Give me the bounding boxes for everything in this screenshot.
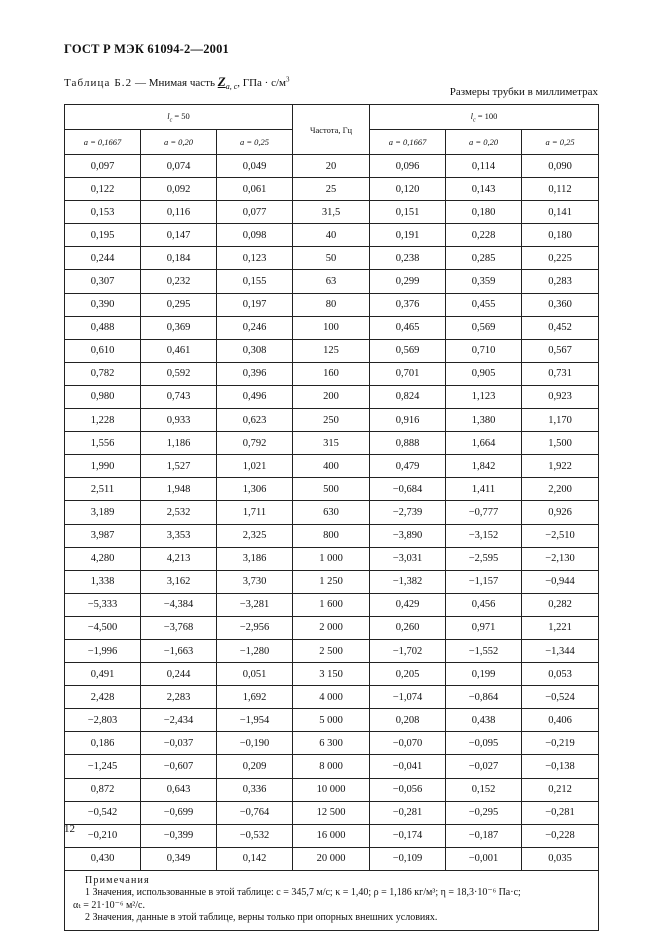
value-cell: 0,186 xyxy=(65,732,141,755)
value-cell: 0,359 xyxy=(446,270,522,293)
value-cell: −0,187 xyxy=(446,824,522,847)
value-cell: 0,933 xyxy=(141,409,217,432)
frequency-cell: 200 xyxy=(293,385,370,408)
value-cell: 0,212 xyxy=(522,778,599,801)
value-cell: −1,245 xyxy=(65,755,141,778)
value-cell: −0,056 xyxy=(370,778,446,801)
frequency-cell: 20 000 xyxy=(293,847,370,870)
frequency-cell: 2 000 xyxy=(293,616,370,639)
value-cell: 0,096 xyxy=(370,155,446,178)
value-cell: 1,922 xyxy=(522,455,599,478)
table-row xyxy=(65,778,599,801)
value-cell: 1,123 xyxy=(446,385,522,408)
value-cell: −4,500 xyxy=(65,616,141,639)
value-cell: −0,138 xyxy=(522,755,599,778)
value-cell: 0,184 xyxy=(141,247,217,270)
value-cell: 0,244 xyxy=(65,247,141,270)
note-2: 2 Значения, данные в этой таблице, верны только при опорных внешних условиях. xyxy=(85,912,438,924)
frequency-cell: 500 xyxy=(293,478,370,501)
value-cell: −0,070 xyxy=(370,732,446,755)
value-cell: 0,191 xyxy=(370,224,446,247)
value-cell: −0,037 xyxy=(141,732,217,755)
value-cell: 0,643 xyxy=(141,778,217,801)
data-table xyxy=(64,104,599,931)
frequency-cell: 25 xyxy=(293,178,370,201)
frequency-cell: 4 000 xyxy=(293,686,370,709)
value-cell: −0,041 xyxy=(370,755,446,778)
note-1-continued: αₜ = 21·10⁻⁶ м²/с. xyxy=(73,899,145,911)
table-row xyxy=(65,847,599,870)
value-cell: 0,479 xyxy=(370,455,446,478)
value-cell: 0,438 xyxy=(446,709,522,732)
value-cell: −2,130 xyxy=(522,547,599,570)
value-cell: 0,260 xyxy=(370,616,446,639)
value-cell: 0,496 xyxy=(217,385,293,408)
frequency-cell: 800 xyxy=(293,524,370,547)
value-cell: −0,281 xyxy=(522,801,599,824)
value-cell: 0,824 xyxy=(370,385,446,408)
sub-header-cell: a = 0,1667 xyxy=(370,130,446,155)
value-cell: 4,280 xyxy=(65,547,141,570)
frequency-cell: 40 xyxy=(293,224,370,247)
sub-header-cell: a = 0,25 xyxy=(217,130,293,155)
caption-subscript: a, c xyxy=(225,82,238,92)
value-cell: −4,384 xyxy=(141,593,217,616)
table-row xyxy=(65,663,599,686)
table-row xyxy=(65,362,599,385)
table-row xyxy=(65,616,599,639)
value-cell: −0,228 xyxy=(522,824,599,847)
value-cell: 1,221 xyxy=(522,616,599,639)
value-cell: 3,186 xyxy=(217,547,293,570)
caption-name: Мнимая часть xyxy=(148,77,215,89)
value-cell: 0,116 xyxy=(141,201,217,224)
table-row xyxy=(65,409,599,432)
frequency-cell: 31,5 xyxy=(293,201,370,224)
value-cell: −2,434 xyxy=(141,709,217,732)
group-header-left: $l_c = 50$ xyxy=(65,105,293,130)
frequency-cell: 125 xyxy=(293,339,370,362)
value-cell: −2,956 xyxy=(217,616,293,639)
value-cell: −5,333 xyxy=(65,593,141,616)
table-row xyxy=(65,270,599,293)
frequency-cell: 3 150 xyxy=(293,663,370,686)
frequency-cell: 8 000 xyxy=(293,755,370,778)
value-cell: 3,189 xyxy=(65,501,141,524)
value-cell: 0,623 xyxy=(217,409,293,432)
value-cell: −0,210 xyxy=(65,824,141,847)
sub-header-cell: a = 0,20 xyxy=(446,130,522,155)
value-cell: 0,035 xyxy=(522,847,599,870)
value-cell: −1,552 xyxy=(446,639,522,662)
value-cell: −0,281 xyxy=(370,801,446,824)
value-cell: 0,153 xyxy=(65,201,141,224)
value-cell: 3,353 xyxy=(141,524,217,547)
sub-header-cell: a = 0,20 xyxy=(141,130,217,155)
value-cell: 0,143 xyxy=(446,178,522,201)
value-cell: −0,219 xyxy=(522,732,599,755)
value-cell: −3,768 xyxy=(141,616,217,639)
value-cell: 2,200 xyxy=(522,478,599,501)
value-cell: −2,510 xyxy=(522,524,599,547)
value-cell: −3,152 xyxy=(446,524,522,547)
value-cell: 0,092 xyxy=(141,178,217,201)
frequency-cell: 1 600 xyxy=(293,593,370,616)
value-cell: 1,338 xyxy=(65,570,141,593)
value-cell: 0,282 xyxy=(522,593,599,616)
value-cell: 1,556 xyxy=(65,432,141,455)
value-cell: 0,888 xyxy=(370,432,446,455)
frequency-cell: 100 xyxy=(293,316,370,339)
value-cell: 0,142 xyxy=(217,847,293,870)
value-cell: 0,098 xyxy=(217,224,293,247)
value-cell: −0,399 xyxy=(141,824,217,847)
value-cell: 0,406 xyxy=(522,709,599,732)
value-cell: −2,739 xyxy=(370,501,446,524)
value-cell: −2,803 xyxy=(65,709,141,732)
value-cell: 0,369 xyxy=(141,316,217,339)
notes-cell xyxy=(65,870,599,930)
value-cell: 0,872 xyxy=(65,778,141,801)
value-cell: −0,095 xyxy=(446,732,522,755)
value-cell: 1,021 xyxy=(217,455,293,478)
table-row xyxy=(65,824,599,847)
value-cell: 0,569 xyxy=(370,339,446,362)
value-cell: 0,141 xyxy=(522,201,599,224)
value-cell: −0,174 xyxy=(370,824,446,847)
value-cell: 0,112 xyxy=(522,178,599,201)
value-cell: −1,702 xyxy=(370,639,446,662)
value-cell: −1,280 xyxy=(217,639,293,662)
frequency-cell: 50 xyxy=(293,247,370,270)
value-cell: 0,569 xyxy=(446,316,522,339)
frequency-cell: 10 000 xyxy=(293,778,370,801)
table-row xyxy=(65,478,599,501)
table-row xyxy=(65,570,599,593)
value-cell: 1,500 xyxy=(522,432,599,455)
value-cell: 1,990 xyxy=(65,455,141,478)
frequency-cell: 1 250 xyxy=(293,570,370,593)
value-cell: 0,061 xyxy=(217,178,293,201)
value-cell: −1,157 xyxy=(446,570,522,593)
value-cell: 0,077 xyxy=(217,201,293,224)
value-cell: 1,411 xyxy=(446,478,522,501)
table-row xyxy=(65,686,599,709)
value-cell: 0,905 xyxy=(446,362,522,385)
value-cell: 0,743 xyxy=(141,385,217,408)
value-cell: 1,170 xyxy=(522,409,599,432)
value-cell: 2,325 xyxy=(217,524,293,547)
frequency-cell: 400 xyxy=(293,455,370,478)
value-cell: 1,228 xyxy=(65,409,141,432)
value-cell: 0,238 xyxy=(370,247,446,270)
table-row xyxy=(65,501,599,524)
note-1: 1 Значения, использованные в этой таблице: c = 345,7 м/с; κ = 1,40; ρ = 1,186 кг/м³; η = 18,3·10⁻⁶ Па·с; xyxy=(85,887,521,899)
value-cell: 0,209 xyxy=(217,755,293,778)
value-cell: 0,592 xyxy=(141,362,217,385)
value-cell: −1,663 xyxy=(141,639,217,662)
frequency-cell: 5 000 xyxy=(293,709,370,732)
value-cell: 0,792 xyxy=(217,432,293,455)
value-cell: −1,996 xyxy=(65,639,141,662)
table-row xyxy=(65,639,599,662)
table-row xyxy=(65,801,599,824)
value-cell: 4,213 xyxy=(141,547,217,570)
group-header-right: $l_c = 100$ xyxy=(370,105,599,130)
value-cell: 0,123 xyxy=(217,247,293,270)
value-cell: −0,699 xyxy=(141,801,217,824)
value-cell: 3,987 xyxy=(65,524,141,547)
value-cell: 3,162 xyxy=(141,570,217,593)
table-row xyxy=(65,385,599,408)
sub-header-cell: a = 0,25 xyxy=(522,130,599,155)
table-row xyxy=(65,732,599,755)
value-cell: 0,244 xyxy=(141,663,217,686)
value-cell: 0,283 xyxy=(522,270,599,293)
table-row xyxy=(65,339,599,362)
value-cell: 0,308 xyxy=(217,339,293,362)
value-cell: 0,455 xyxy=(446,293,522,316)
table-row xyxy=(65,247,599,270)
document-header: ГОСТ Р МЭК 61094-2—2001 xyxy=(64,42,229,56)
value-cell: 0,710 xyxy=(446,339,522,362)
frequency-cell: 80 xyxy=(293,293,370,316)
value-cell: 0,122 xyxy=(65,178,141,201)
value-cell: 0,228 xyxy=(446,224,522,247)
value-cell: −0,109 xyxy=(370,847,446,870)
table-row xyxy=(65,178,599,201)
table-row xyxy=(65,201,599,224)
value-cell: 2,511 xyxy=(65,478,141,501)
value-cell: 0,197 xyxy=(217,293,293,316)
value-cell: −1,344 xyxy=(522,639,599,662)
value-cell: 0,074 xyxy=(141,155,217,178)
value-cell: 0,295 xyxy=(141,293,217,316)
table-row xyxy=(65,155,599,178)
value-cell: 0,360 xyxy=(522,293,599,316)
value-cell: 1,692 xyxy=(217,686,293,709)
value-cell: 2,532 xyxy=(141,501,217,524)
frequency-cell: 20 xyxy=(293,155,370,178)
value-cell: 0,180 xyxy=(522,224,599,247)
table-row xyxy=(65,524,599,547)
value-cell: 0,461 xyxy=(141,339,217,362)
value-cell: 0,971 xyxy=(446,616,522,639)
value-cell: 0,097 xyxy=(65,155,141,178)
value-cell: 0,491 xyxy=(65,663,141,686)
value-cell: 0,307 xyxy=(65,270,141,293)
value-cell: −0,027 xyxy=(446,755,522,778)
value-cell: 0,349 xyxy=(141,847,217,870)
caption-units-exp: 3 xyxy=(286,75,290,84)
table-row xyxy=(65,432,599,455)
value-cell: 0,923 xyxy=(522,385,599,408)
table-row xyxy=(65,547,599,570)
value-cell: 0,396 xyxy=(217,362,293,385)
value-cell: 0,120 xyxy=(370,178,446,201)
frequency-cell: 1 000 xyxy=(293,547,370,570)
value-cell: 1,842 xyxy=(446,455,522,478)
value-cell: 0,390 xyxy=(65,293,141,316)
frequency-cell: 63 xyxy=(293,270,370,293)
page-number: 12 xyxy=(64,823,75,835)
value-cell: 0,430 xyxy=(65,847,141,870)
value-cell: −2,595 xyxy=(446,547,522,570)
value-cell: 0,114 xyxy=(446,155,522,178)
frequency-cell: 630 xyxy=(293,501,370,524)
value-cell: 0,701 xyxy=(370,362,446,385)
value-cell: 0,731 xyxy=(522,362,599,385)
value-cell: −3,890 xyxy=(370,524,446,547)
value-cell: −1,382 xyxy=(370,570,446,593)
table-row xyxy=(65,316,599,339)
value-cell: 0,180 xyxy=(446,201,522,224)
value-cell: 1,306 xyxy=(217,478,293,501)
value-cell: 0,246 xyxy=(217,316,293,339)
value-cell: 3,730 xyxy=(217,570,293,593)
value-cell: 0,567 xyxy=(522,339,599,362)
value-cell: 0,299 xyxy=(370,270,446,293)
table-body xyxy=(65,155,599,871)
value-cell: 2,283 xyxy=(141,686,217,709)
value-cell: 1,664 xyxy=(446,432,522,455)
value-cell: 0,429 xyxy=(370,593,446,616)
value-cell: −0,944 xyxy=(522,570,599,593)
frequency-cell: 12 500 xyxy=(293,801,370,824)
tube-units-note: Размеры трубки в миллиметрах xyxy=(449,86,598,98)
value-cell: −0,764 xyxy=(217,801,293,824)
value-cell: 0,285 xyxy=(446,247,522,270)
value-cell: 0,155 xyxy=(217,270,293,293)
value-cell: −0,532 xyxy=(217,824,293,847)
value-cell: 0,980 xyxy=(65,385,141,408)
value-cell: 0,152 xyxy=(446,778,522,801)
value-cell: −0,524 xyxy=(522,686,599,709)
caption-units: , ГПа · с/м xyxy=(237,77,286,89)
frequency-cell: 2 500 xyxy=(293,639,370,662)
table-row xyxy=(65,293,599,316)
value-cell: 0,232 xyxy=(141,270,217,293)
value-cell: 0,049 xyxy=(217,155,293,178)
value-cell: 0,151 xyxy=(370,201,446,224)
sub-header-cell: a = 0,1667 xyxy=(65,130,141,155)
value-cell: 0,376 xyxy=(370,293,446,316)
value-cell: 0,195 xyxy=(65,224,141,247)
value-cell: 0,147 xyxy=(141,224,217,247)
table-row xyxy=(65,709,599,732)
notes-title: Примечания xyxy=(85,874,150,886)
value-cell: 0,051 xyxy=(217,663,293,686)
value-cell: 1,948 xyxy=(141,478,217,501)
caption-dash: — xyxy=(132,77,149,89)
value-cell: 0,916 xyxy=(370,409,446,432)
value-cell: 0,090 xyxy=(522,155,599,178)
table-row xyxy=(65,455,599,478)
value-cell: −0,607 xyxy=(141,755,217,778)
value-cell: 1,527 xyxy=(141,455,217,478)
value-cell: −0,001 xyxy=(446,847,522,870)
value-cell: −3,031 xyxy=(370,547,446,570)
table-caption xyxy=(64,74,290,91)
value-cell: −0,190 xyxy=(217,732,293,755)
value-cell: 0,336 xyxy=(217,778,293,801)
value-cell: −0,684 xyxy=(370,478,446,501)
value-cell: 1,711 xyxy=(217,501,293,524)
table-row xyxy=(65,224,599,247)
frequency-header: Частота, Гц xyxy=(293,105,370,155)
caption-label: Таблица Б.2 xyxy=(64,77,133,89)
frequency-cell: 160 xyxy=(293,362,370,385)
value-cell: 0,199 xyxy=(446,663,522,686)
frequency-cell: 250 xyxy=(293,409,370,432)
caption-symbol: Z xyxy=(217,74,226,89)
table-row xyxy=(65,755,599,778)
value-cell: −0,777 xyxy=(446,501,522,524)
value-cell: 0,225 xyxy=(522,247,599,270)
value-cell: −0,542 xyxy=(65,801,141,824)
value-cell: 2,428 xyxy=(65,686,141,709)
value-cell: 1,380 xyxy=(446,409,522,432)
value-cell: 1,186 xyxy=(141,432,217,455)
frequency-cell: 16 000 xyxy=(293,824,370,847)
value-cell: 0,205 xyxy=(370,663,446,686)
value-cell: −3,281 xyxy=(217,593,293,616)
value-cell: −1,074 xyxy=(370,686,446,709)
value-cell: 0,465 xyxy=(370,316,446,339)
value-cell: 0,610 xyxy=(65,339,141,362)
frequency-cell: 6 300 xyxy=(293,732,370,755)
value-cell: −1,954 xyxy=(217,709,293,732)
value-cell: 0,208 xyxy=(370,709,446,732)
frequency-cell: 315 xyxy=(293,432,370,455)
value-cell: 0,782 xyxy=(65,362,141,385)
value-cell: 0,053 xyxy=(522,663,599,686)
value-cell: 0,452 xyxy=(522,316,599,339)
value-cell: 0,488 xyxy=(65,316,141,339)
table-row xyxy=(65,593,599,616)
value-cell: 0,456 xyxy=(446,593,522,616)
value-cell: 0,926 xyxy=(522,501,599,524)
value-cell: −0,295 xyxy=(446,801,522,824)
value-cell: −0,864 xyxy=(446,686,522,709)
